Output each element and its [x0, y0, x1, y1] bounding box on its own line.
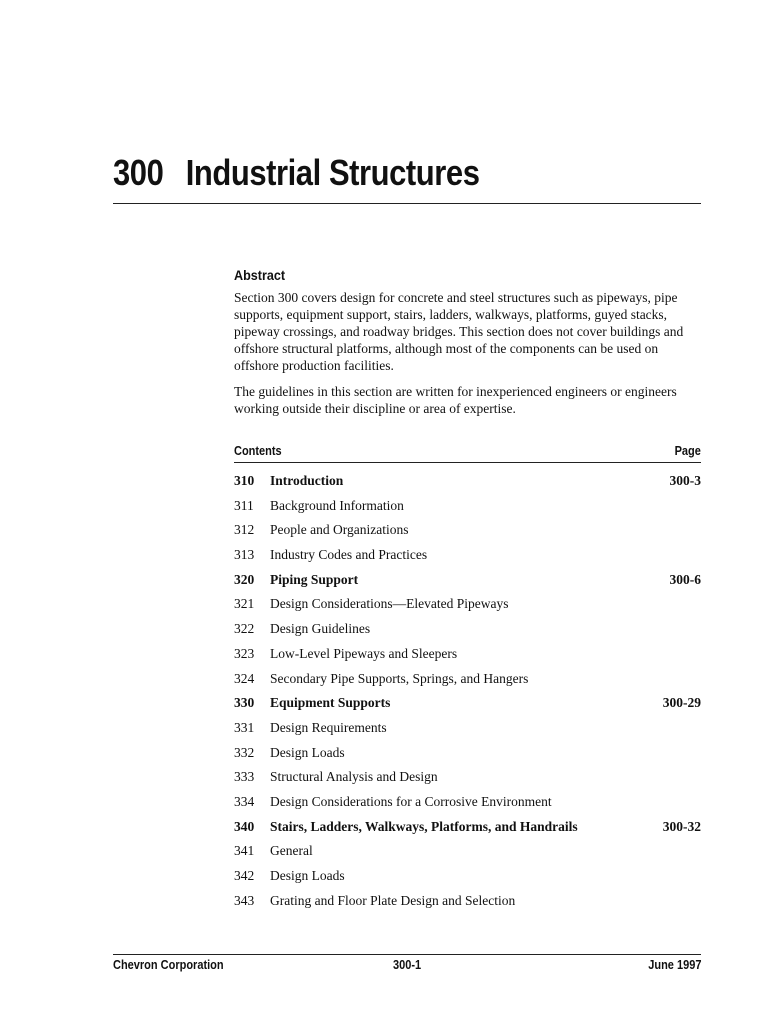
toc-section-number: 341 — [234, 843, 255, 859]
toc-section-number: 322 — [234, 621, 255, 637]
toc-section-number: 332 — [234, 744, 255, 760]
toc-row — [234, 619, 701, 644]
toc-row — [234, 570, 701, 595]
toc-row — [234, 545, 701, 570]
toc-section-number: 311 — [234, 497, 254, 513]
abstract-section — [234, 267, 704, 426]
toc-section-title: Secondary Pipe Supports, Springs, and Hangers — [270, 670, 529, 686]
toc-section-title: Design Requirements — [270, 719, 387, 735]
abstract-paragraph-2: The guidelines in this section are written for inexperienced engineers or engineers working outside their discipline or area of expertise. — [234, 384, 677, 416]
toc-section-number: 321 — [234, 596, 255, 612]
toc-row — [234, 841, 701, 866]
toc-row — [234, 866, 701, 891]
toc-section-number: 312 — [234, 522, 255, 538]
toc-section-title: Design Considerations for a Corrosive Environment — [270, 793, 552, 809]
toc-section-title: Equipment Supports — [270, 695, 391, 711]
toc-page-ref: 300-29 — [662, 695, 701, 711]
table-of-contents — [234, 471, 701, 915]
toc-row — [234, 594, 701, 619]
toc-section-number: 324 — [234, 670, 255, 686]
footer-page-number: 300-1 — [393, 958, 422, 972]
toc-section-number: 331 — [234, 719, 255, 735]
title-divider — [113, 203, 701, 204]
toc-section-title: Design Loads — [270, 868, 345, 883]
toc-section-number: 310 — [234, 473, 255, 488]
page-column-heading: Page — [674, 444, 701, 458]
toc-section-number: 330 — [234, 695, 255, 711]
toc-section-title: Background Information — [270, 497, 404, 513]
toc-section-number: 323 — [234, 645, 255, 661]
contents-divider — [234, 462, 701, 463]
toc-section-title: Stairs, Ladders, Walkways, Platforms, and Handrails — [270, 818, 578, 834]
contents-header — [234, 443, 701, 461]
toc-section-title: People and Organizations — [270, 522, 409, 538]
toc-row — [234, 743, 701, 768]
toc-section-title: Grating and Floor Plate Design and Selection — [270, 892, 516, 908]
toc-row — [234, 792, 701, 817]
toc-row — [234, 767, 701, 792]
toc-section-title: Design Guidelines — [270, 621, 371, 637]
toc-page-ref: 300-32 — [662, 818, 701, 834]
toc-row — [234, 693, 701, 718]
footer-company: Chevron Corporation — [113, 958, 224, 972]
toc-section-title: Industry Codes and Practices — [270, 547, 428, 563]
page-footer — [113, 958, 701, 976]
footer-date: June 1997 — [647, 958, 701, 972]
toc-row — [234, 471, 701, 496]
section-number: 300 — [113, 152, 164, 193]
toc-section-number: 340 — [234, 818, 255, 834]
toc-row — [234, 669, 701, 694]
toc-section-title: Structural Analysis and Design — [270, 769, 438, 785]
toc-section-number: 342 — [234, 868, 255, 883]
toc-section-number: 333 — [234, 769, 255, 785]
toc-section-title: Piping Support — [270, 571, 359, 587]
toc-section-title: Introduction — [270, 473, 344, 488]
abstract-paragraph-1: Section 300 covers design for concrete and steel structures such as pipeways, pipe supports, equipment support, stairs, ladders, walkways, platforms, guyed stacks, pipeway crossings, and roadway bridges. This section does not cover buildings and offshore structural platforms, although most of the components can be used on offshore production facilities. — [234, 290, 684, 373]
toc-section-number: 320 — [234, 571, 255, 587]
toc-section-title: Low-Level Pipeways and Sleepers — [270, 645, 458, 661]
toc-section-title: General — [270, 843, 313, 859]
footer-divider — [113, 954, 701, 955]
toc-section-title: Design Considerations—Elevated Pipeways — [270, 596, 509, 612]
toc-section-number: 343 — [234, 892, 255, 908]
toc-section-title: Design Loads — [270, 744, 345, 760]
contents-heading: Contents — [234, 444, 282, 458]
toc-page-ref: 300-3 — [669, 473, 701, 488]
toc-row — [234, 644, 701, 669]
toc-row — [234, 496, 701, 521]
abstract-heading: Abstract — [234, 267, 286, 283]
section-title: Industrial Structures — [185, 152, 480, 193]
toc-row — [234, 520, 701, 545]
toc-row — [234, 817, 701, 842]
toc-page-ref: 300-6 — [669, 571, 701, 587]
page-title — [113, 152, 479, 194]
toc-section-number: 313 — [234, 547, 255, 563]
toc-row — [234, 891, 701, 916]
toc-row — [234, 718, 701, 743]
toc-section-number: 334 — [234, 793, 255, 809]
